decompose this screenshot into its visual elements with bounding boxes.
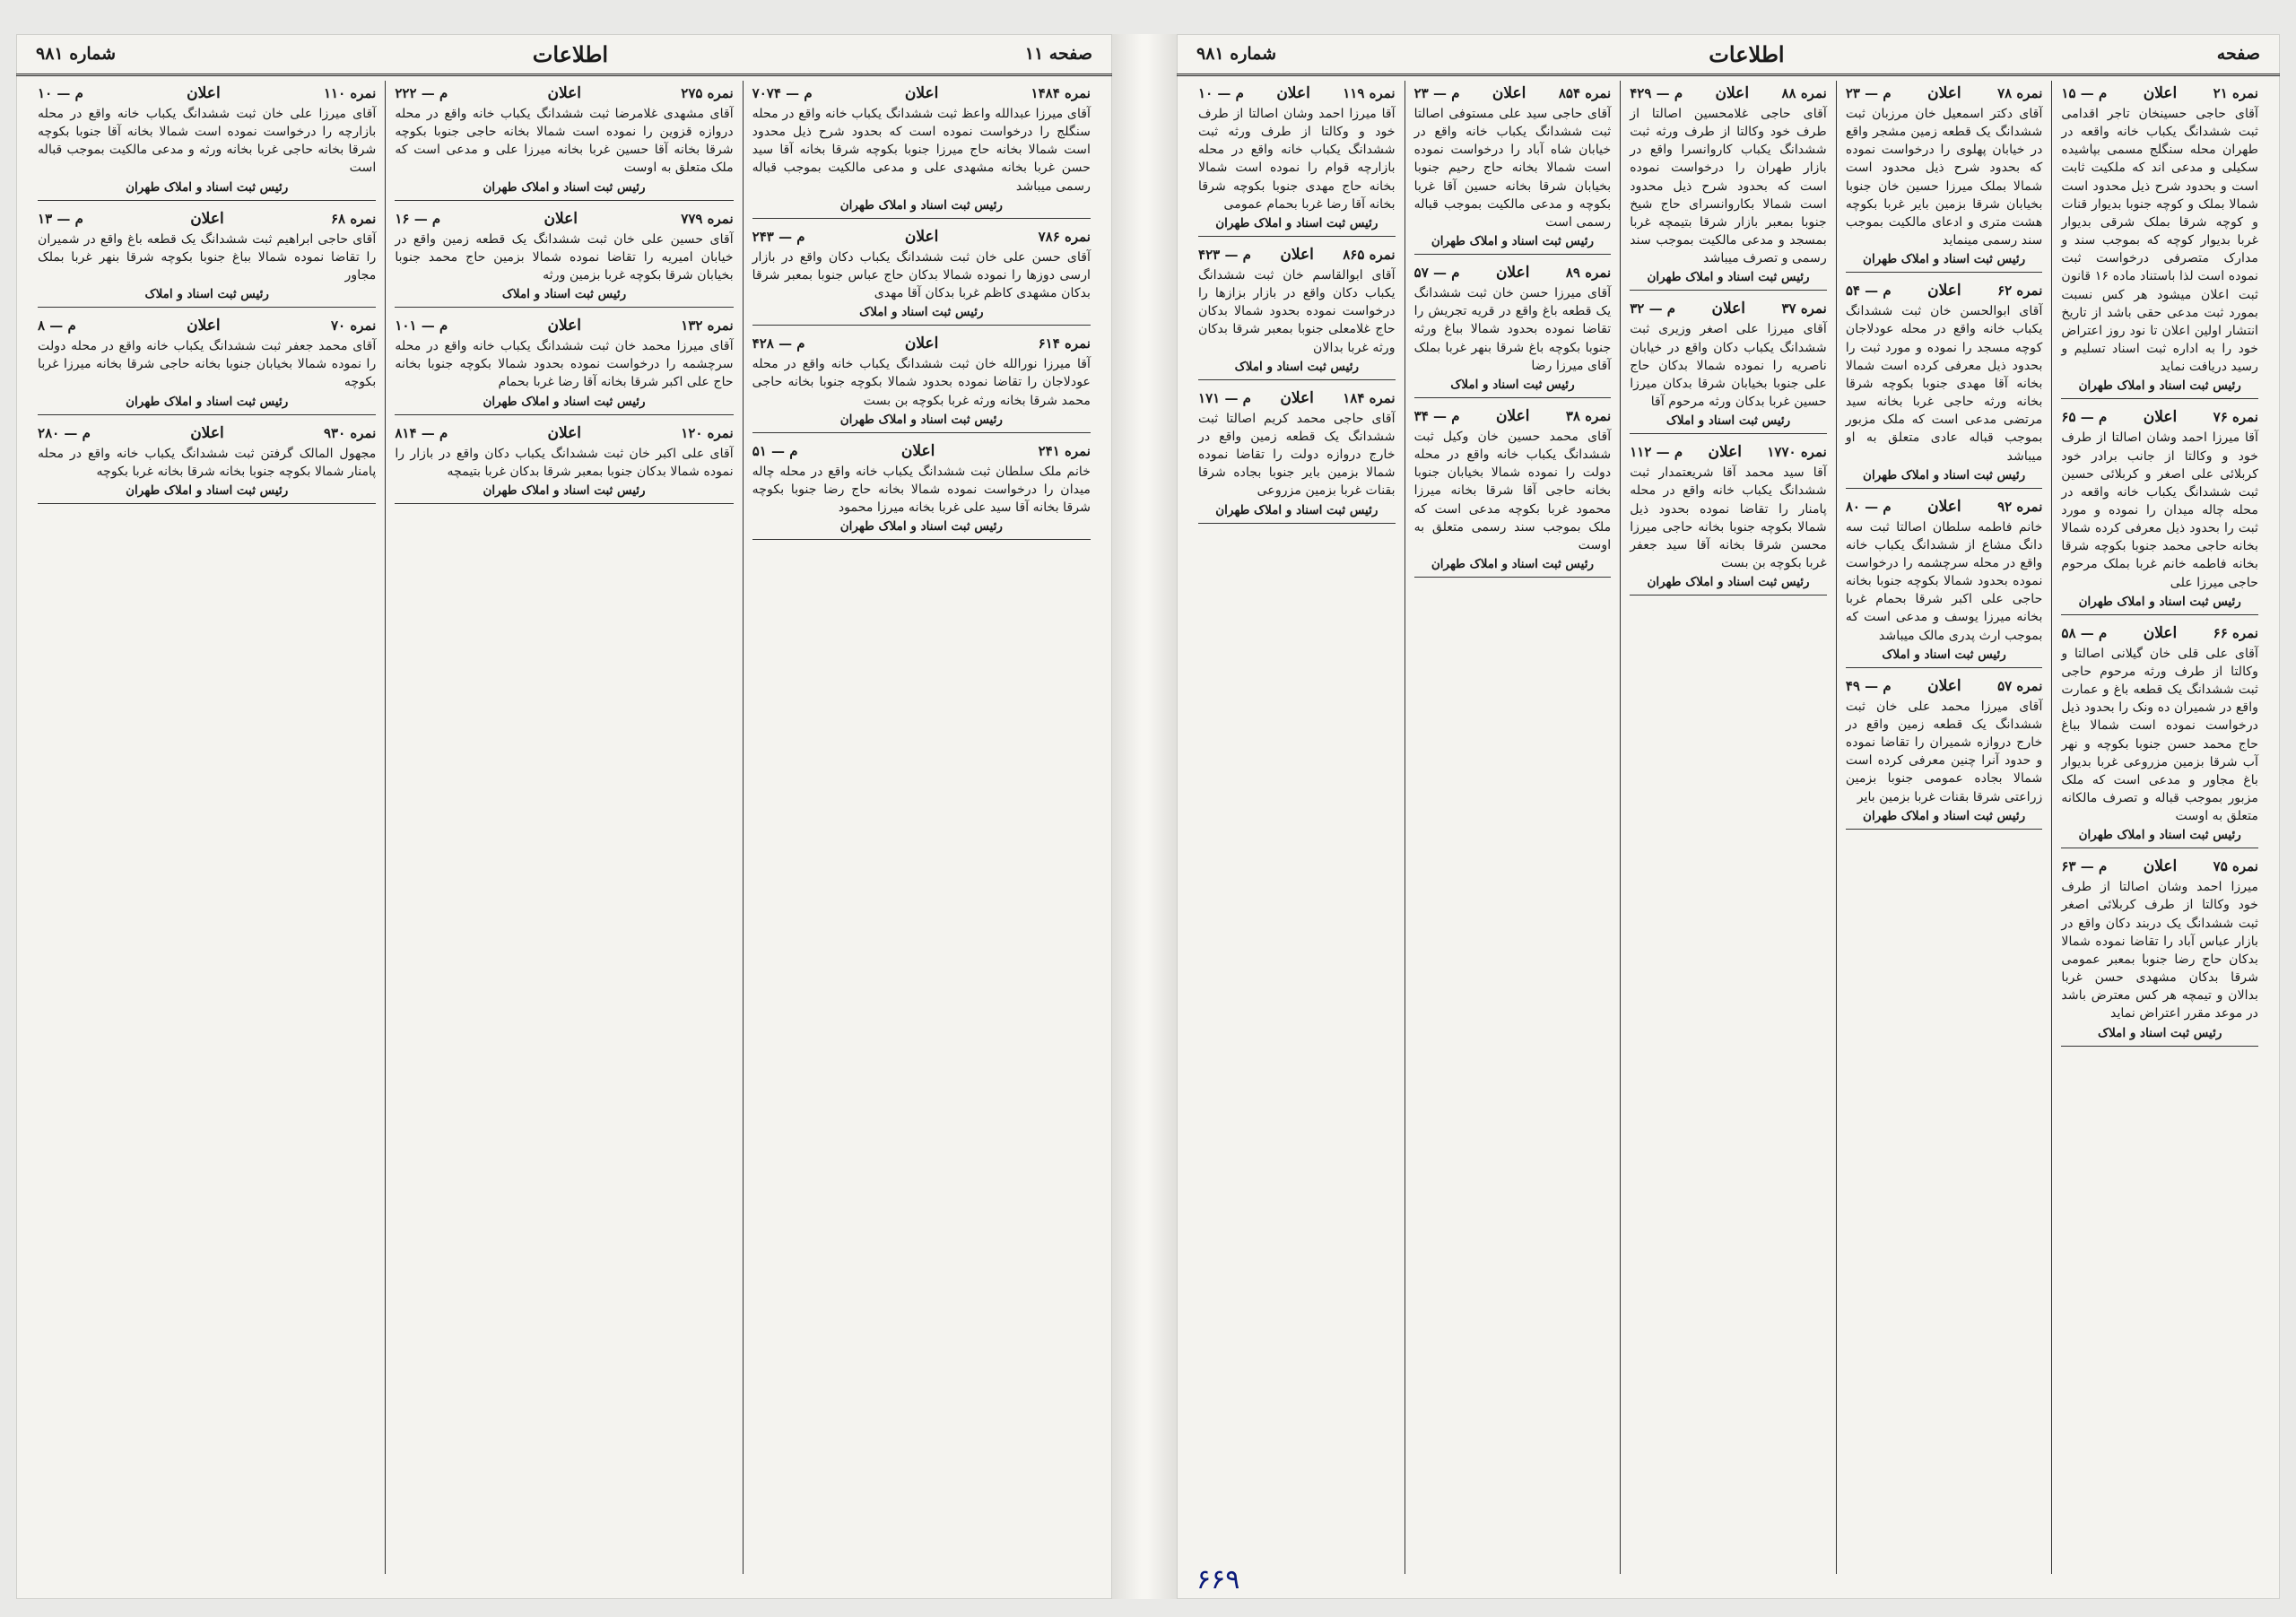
notice-body: آقای مشهدی غلامرضا ثبت ششدانگ یکباب خانه واقع در محله دروازه قزوین را نموده است شمالا بخانه حاجی جنوبا بکوچه شرقا بخانه آقا حسین غربا بخانه میرزا علی و مدعی است که ملک متعلق به اوست [395,107,734,176]
notice-title: اعلان [904,227,939,246]
notice-code: م — ۵۴ [1845,283,1892,300]
notice-title: اعلان [1495,264,1530,283]
legal-notice [395,210,733,308]
notice-title: اعلان [190,209,224,228]
notice-code: م — ۱۳ [38,210,83,227]
notice-signature: رئیس ثبت اسناد و املاک طهران [1863,467,2026,482]
notice-title: اعلان [2143,408,2178,427]
column [1620,81,1836,1574]
notice-body: آقای محمد جعفر ثبت ششدانگ یکباب خانه واقع در محله دولت را نموده شمالا بخیابان جنوبا بخانه حاجی شرقا بخانه میرزا غربا بکوچه [38,339,377,390]
notice-number: نمره ۲۴۱ [1038,442,1091,459]
notice-signature: رئیس ثبت اسناد و املاک طهران [2078,378,2241,394]
notice-number: نمره ۳۸ [1565,407,1612,424]
notice-title: اعلان [1927,282,1961,300]
legal-notice [395,424,733,504]
notice-header [2061,624,2258,642]
column [1405,81,1621,1574]
handwritten-folio: ۶۶۹ [1196,1564,1240,1595]
notice-signature: رئیس ثبت اسناد و املاک طهران [1215,215,1378,230]
notice-title: اعلان [1280,245,1314,264]
notice-code: م — ۱۷۱ [1198,389,1251,406]
notice-header [395,317,733,335]
notice-number: نمره ۷۸۶ [1038,228,1091,245]
notice-header [38,210,376,228]
notice-number: نمره ۲۱ [2213,85,2258,101]
notice-header [752,228,1091,246]
notice-number: نمره ۱۸۴ [1343,389,1396,406]
notice-signature: رئیس ثبت اسناد و املاک طهران [1863,808,2026,823]
newspaper-page-left [16,34,1112,1599]
notice-body: آقا میرزا نورالله خان ثبت ششدانگ یکباب خانه واقع در محله عودلاجان را تقاضا نموده بحدود شمالا بکوچه جنوبا بخانه حاجی محمد شرقا بخانه ورثه غربا بکوچه بن بست [752,357,1091,408]
legal-notice [1414,264,1612,398]
notice-title: اعلان [1276,84,1310,102]
legal-notice [1846,84,2043,273]
masthead-left [16,34,1112,76]
notice-header [752,84,1091,102]
legal-notice [1630,300,1827,434]
column [2051,81,2267,1574]
page-label: صفحه ۱۱ [1024,44,1092,64]
notice-header [2061,857,2258,875]
legal-notice [38,84,376,201]
notice-body: میرزا احمد وشان اصالتا از طرف خود وکالتا از طرف کربلائی اصغر ثبت ششدانگ یک دربند دکان واقع در بازار عباس آباد را تقاضا نموده شمالا بدکان حاج رضا جنوبا بمعبر عمومی شرقا بدکان مشهدی حسن غربا بدالان و تیمچه هر کس معترض باشد در موعد مقرر اعتراض نماید [2061,880,2258,1021]
notice-header [38,317,376,335]
notice-code: م — ۸۰ [1845,498,1892,515]
legal-notice [752,84,1091,219]
notice-code: م — ۴۲۳ [1198,246,1251,263]
notice-code: م — ۳۴ [1413,407,1460,424]
notice-title: اعلان [187,317,221,335]
notice-code: م — ۳۲ [1630,300,1676,317]
notice-body: آقای حاجی غلامحسین اصالتا از طرف خود وکالتا از طرف ورثه ثبت ششدانگ یکباب کاروانسرا واقع در بازار طهران را درخواست نموده است که بحدود شرح ذیل محدود است شمالا بکاروانسرای حاج شیخ جنوبا بمعبر بازار شرقا بتیمچه غربا بمسجد و مدعی مالکیت بموجب سند رسمی و تصرف میباشد [1630,107,1827,266]
notice-signature: رئیس ثبت اسناد و املاک طهران [839,412,1003,427]
notice-header [2061,84,2258,102]
notice-number: نمره ۶۸ [331,210,377,227]
notice-header [2061,408,2258,426]
notice-header [1630,300,1827,317]
legal-notice [1414,84,1612,255]
notice-header [1846,498,2043,516]
notice-number: نمره ۸۹ [1565,265,1612,282]
notice-number: نمره ۶۱۴ [1038,335,1091,352]
paper-name: اطلاعات [1709,40,1785,67]
legal-notice [752,335,1091,432]
notice-body: آقای علی اکبر خان ثبت ششدانگ یکباب دکان واقع در بازار را نموده شمالا بدکان جنوبا بمعبر شرقا بدکان غربا بتیمچه [395,446,734,479]
columns-left [29,81,1100,1574]
notice-signature: رئیس ثبت اسناد و املاک طهران [1647,270,1810,285]
notice-code: م — ۵۸ [2061,624,2108,641]
notice-body: آقای حاجی سید علی مستوفی اصالتا ثبت ششدانگ یکباب خانه واقع در خیابان شاه آباد را درخواست نموده است شمالا بخانه حاج رحیم جنوبا بخیابان شرقا بخانه حسین آقا غربا بکوچه و مدعی مالکیت بموجب قباله رسمی است [1413,107,1612,230]
notice-body: آقا میرزا احمد وشان اصالتا از طرف خود و وکالتا از جانب برادر خود کربلائی علی اصغر و کربلائی حسین ثبت ششدانگ یکباب خانه واقعه در محله چاله میدان را نموده و مورد ثبت را بحدود ذیل معرفی کرده شمالا بخانه حاجی محمد جنوبا بکوچه شرقا بخانه فاطمه خانم غربا بملک مرحوم حاجی میرزا علی [2061,430,2258,590]
notice-body: آقای ابوالحسن خان ثبت ششدانگ یکباب خانه واقع در محله عودلاجان کوچه مسجد را نموده و مورد ثبت را بحدود ذیل معرفی کرده است شمالا بخانه آقا مهدی جنوبا بکوچه شرقا بخانه ورثه حاجی غربا بخانه سید مرتضی مدعی است که ملک مزبور بموجب قباله عادی متعلق به او میباشد [1845,304,2043,464]
notice-title: اعلان [2143,623,2178,642]
notice-body: آقای میرزا حسن خان ثبت ششدانگ یک قطعه باغ واقع در قریه تجریش را تقاضا نموده بحدود شمالا بباغ ورثه جنوبا بکوچه باغ شرقا بنهر غربا بملک آقای میرزا رضا [1413,286,1612,373]
legal-notice [1630,84,1827,291]
notice-number: نمره ۱۴۸۴ [1031,85,1091,101]
notice-code: م — ۶۳ [2061,858,2108,875]
notice-body: آقا سید محمد آقا شریعتمدار ثبت ششدانگ یکباب خانه واقع در محله پامنار را تقاضا نموده بحدود ذیل شمالا بکوچه جنوبا بخانه حاجی میرزا محسن شرقا بخانه آقا سید جعفر غربا بکوچه بن بست [1630,465,1827,570]
notice-title: اعلان [2143,857,2178,876]
notice-body: آقای حسین علی خان ثبت ششدانگ یک قطعه زمین واقع در خیابان امیریه را تقاضا نموده شمالا بزمین حاج محمد جنوبا بخیابان شرقا بکوچه غربا بزمین ورثه [395,231,734,283]
notice-signature: رئیس ثبت اسناد و املاک [1234,359,1359,374]
notice-code: م — ۸۱۴ [395,424,448,441]
notice-signature: رئیس ثبت اسناد و املاک [1665,413,1791,429]
notice-signature: رئیس ثبت اسناد و املاک طهران [2078,594,2241,609]
notice-title: اعلان [1927,497,1961,516]
notice-body: آقای میرزا علی اصغر وزیری ثبت ششدانگ یکباب دکان واقع در خیابان ناصریه را نموده شمالا بدکان حاج علی جنوبا بخیابان شرقا بدکان میرزا حسین غربا بدکان ورثه مرحوم آقا [1630,322,1827,410]
legal-notice [38,424,376,504]
notice-header [752,335,1091,352]
column [743,81,1100,1574]
notice-header [1198,246,1396,264]
notice-signature: رئیس ثبت اسناد و املاک طهران [1863,252,2026,267]
notice-title: اعلان [1280,388,1314,407]
notice-title: اعلان [1927,676,1961,695]
notice-code: م — ۱۰ [38,85,83,101]
notice-code: م — ۲۳ [1845,85,1892,101]
notice-number: نمره ۱۱۰ [323,85,377,101]
notice-body: آقای میرزا عبدالله واعظ ثبت ششدانگ یکباب خانه واقع در محله سنگلج را درخواست نموده است که بحدود شرح ذیل محدود است شمالا بخانه حاج میرزا جنوبا بکوچه شرقا بخانه آقا سید حسن غربا بخانه مشهدی علی و مدعی مالکیت بموجب قباله رسمی میباشد [752,107,1091,194]
notice-signature: رئیس ثبت اسناد و املاک [2098,1025,2222,1040]
notice-header [38,424,376,442]
notice-code: م — ۲۳ [1413,85,1460,101]
notice-number: نمره ۷۶ [2213,409,2258,426]
notice-number: نمره ۸۵۴ [1558,85,1612,101]
masthead-right [1177,34,2280,76]
notice-signature: رئیس ثبت اسناد و املاک طهران [483,179,646,195]
notice-number: نمره ۷۸ [1997,85,2043,101]
notice-body: آقای حسن علی خان ثبت ششدانگ یکباب دکان واقع در بازار ارسی دوزها را نموده شمالا بدکان حاج عباس جنوبا بمعبر شرقا بدکان مشهدی کاظم غربا بدکان آقا مهدی [752,249,1091,301]
notice-header [395,210,733,228]
notice-title: اعلان [547,317,582,335]
notice-code: م — ۱۵ [2061,85,2108,101]
notice-code: م — ۵۱ [752,442,798,459]
column [1836,81,2052,1574]
notice-signature: رئیس ثبت اسناد و املاک طهران [839,197,1003,213]
notice-title: اعلان [547,423,582,442]
notice-signature: رئیس ثبت اسناد و املاک [1450,377,1575,392]
legal-notice [1198,246,1396,380]
column [29,81,385,1574]
issue-number: شماره ۹۸۱ [1196,44,1277,64]
notice-code: م — ۴۲۸ [752,335,805,352]
notice-header [1846,84,2043,102]
notice-number: نمره ۶۶ [2213,624,2258,641]
notice-signature: رئیس ثبت اسناد و املاک [859,305,984,320]
notice-header [1630,443,1827,461]
notice-number: نمره ۵۷ [1997,677,2043,694]
notice-code: م — ۲۴۳ [752,228,805,245]
legal-notice [38,317,376,414]
notice-code: م — ۱۰۱ [395,317,448,335]
notice-code: م — ۵۷ [1413,265,1460,282]
notice-signature: رئیس ثبت اسناد و املاک طهران [1215,502,1378,517]
notice-signature: رئیس ثبت اسناد و املاک طهران [483,394,646,409]
notice-signature: رئیس ثبت اسناد و املاک طهران [126,179,289,195]
notice-title: اعلان [544,209,578,228]
page-gutter [1112,34,1177,1599]
columns-right [1189,81,2267,1574]
legal-notice [2061,624,2258,849]
notice-title: اعلان [1708,443,1742,462]
notice-signature: رئیس ثبت اسناد و املاک طهران [1647,575,1810,590]
issue-number: شماره ۹۸۱ [36,44,117,64]
notice-header [38,84,376,102]
notice-number: نمره ۹۲ [1997,498,2043,515]
notice-signature: رئیس ثبت اسناد و املاک طهران [126,482,289,498]
legal-notice [38,210,376,308]
notice-number: نمره ۱۷۷۰ [1767,444,1827,461]
notice-title: اعلان [1715,84,1750,102]
notice-title: اعلان [904,335,939,353]
notice-body: آقا میرزا احمد وشان اصالتا از طرف خود و وکالتا از طرف ورثه ثبت ششدانگ یکباب خانه واقع در محله بازارچه قوام را نموده است شمالا بخانه حاج مهدی جنوبا بکوچه شرقا بخانه آقا رضا غربا بحمام عمومی [1198,107,1396,212]
notice-title: اعلان [1492,84,1526,102]
paper-name: اطلاعات [532,40,609,67]
legal-notice [2061,408,2258,614]
notice-signature: رئیس ثبت اسناد و املاک طهران [839,519,1003,535]
notice-number: نمره ۱۲۰ [681,424,734,441]
notice-title: اعلان [1927,84,1961,102]
legal-notice [1846,498,2043,668]
notice-body: آقای میرزا محمد خان ثبت ششدانگ یکباب خانه واقع در محله سرچشمه را درخواست نموده بحدود شمالا بکوچه جنوبا بخانه حاج علی اکبر شرقا بخانه آقا رضا غربا بحمام [395,339,734,390]
legal-notice [752,228,1091,326]
legal-notice [1198,389,1396,524]
legal-notice [2061,857,2258,1046]
notice-code: م — ۱۰ [1198,85,1244,101]
legal-notice [1846,282,2043,488]
notice-signature: رئیس ثبت اسناد و املاک [1882,647,2006,662]
notice-signature: رئیس ثبت اسناد و املاک طهران [1431,234,1594,249]
notice-title: اعلان [547,84,582,102]
legal-notice [2061,84,2258,399]
notice-title: اعلان [190,423,224,442]
notice-header [1630,84,1827,102]
notice-code: م — ۲۲۲ [395,85,448,101]
notice-signature: رئیس ثبت اسناد و املاک [501,287,627,302]
legal-notice [752,442,1091,540]
notice-body: آقای ابوالقاسم خان ثبت ششدانگ یکباب دکان واقع در بازار بزازها را درخواست نموده بحدود شمالا بدکان حاج غلامعلی جنوبا بمعبر شرقا بدکان ورثه غربا بدالان [1198,267,1396,355]
notice-title: اعلان [904,84,939,102]
column [1189,81,1405,1574]
notice-code: م — ۸ [38,317,76,335]
notice-body: آقای میرزا علی خان ثبت ششدانگ یکباب خانه واقع در محله بازارچه را درخواست نموده است شمالا بخانه آقا جنوبا بکوچه شرقا بخانه حاجی غربا بخانه ورثه و مدعی مالکیت بموجب قباله است [38,107,377,176]
notice-body: آقای حاجی ابراهیم ثبت ششدانگ یک قطعه باغ واقع در شمیران را تقاضا نموده شمالا بباغ جنوبا بکوچه شرقا بنهر غربا بملک مجاور [38,231,377,283]
newspaper-page-right [1177,34,2280,1599]
notice-number: نمره ۸۶۵ [1343,246,1396,263]
notice-number: نمره ۱۳۲ [681,317,734,335]
notice-title: اعلان [1711,300,1746,318]
notice-signature: رئیس ثبت اسناد و املاک طهران [1431,556,1594,571]
notice-number: نمره ۱۱۹ [1343,85,1396,101]
legal-notice [1846,677,2043,830]
notice-body: خانم ملک سلطان ثبت ششدانگ یکباب خانه واقع در محله چاله میدان را درخواست نموده شمالا بخانه حاج رضا جنوبا بکوچه شرقا بخانه آقا سید علی غربا بخانه میرزا محمود [752,464,1091,516]
notice-header [395,84,733,102]
notice-header [752,442,1091,460]
notice-code: م — ۴۹ [1845,677,1892,694]
legal-notice [1630,443,1827,596]
legal-notice [395,317,733,414]
notice-number: نمره ۶۲ [1997,283,2043,300]
notice-signature: رئیس ثبت اسناد و املاک طهران [126,394,289,409]
legal-notice [1198,84,1396,237]
notice-body: آقای حاجی محمد کریم اصالتا ثبت ششدانگ یک قطعه زمین واقع در خارج دروازه دولت را تقاضا نموده شمالا بزمین بایر جنوبا بجاده شرقا بقنات غربا بزمین مزروعی [1198,411,1396,499]
column [385,81,742,1574]
notice-header [1846,282,2043,300]
legal-notice [395,84,733,201]
notice-title: اعلان [1495,406,1530,425]
notice-title: اعلان [187,84,221,102]
notice-body: مجهول المالک گرفتن ثبت ششدانگ یکباب خانه واقع در محله پامنار شمالا بکوچه جنوبا بخانه شرقا بخانه غربا بکوچه [38,446,377,479]
notice-signature: رئیس ثبت اسناد و املاک طهران [483,482,646,498]
notice-code: م — ۶۵ [2061,409,2108,426]
page-label: صفحه [2216,44,2260,64]
notice-signature: رئیس ثبت اسناد و املاک طهران [2078,828,2241,843]
notice-signature: رئیس ثبت اسناد و املاک [144,287,269,302]
notice-header [395,424,733,442]
notice-number: نمره ۸۸ [1781,85,1827,101]
notice-title: اعلان [2143,84,2178,102]
notice-number: نمره ۲۷۵ [681,85,734,101]
notice-header [1414,264,1612,282]
notice-body: آقای علی قلی خان گیلانی اصالتا و وکالتا از طرف ورثه مرحوم حاجی ثبت ششدانگ یک قطعه باغ و عمارت واقع در شمیران ده ونک را بحدود ذیل درخواست نموده است شمالا بباغ حاج محمد حسن جنوبا بکوچه و نهر آب شرقا بزمین مزروعی غربا بدیوار باغ مجاور و مدعی است که ملک مزبور بموجب قباله و تصرف مالکانه متعلق به اوست [2061,646,2258,824]
notice-header [1198,389,1396,407]
notice-number: نمره ۷۷۹ [681,210,734,227]
notice-code: م — ۴۲۹ [1630,85,1683,101]
notice-code: م — ۱۶ [395,210,441,227]
notice-number: نمره ۳۷ [1781,300,1827,317]
notice-header [1198,84,1396,102]
notice-header [1414,407,1612,425]
notice-number: نمره ۷۰ [331,317,377,335]
notice-body: آقای محمد حسین خان وکیل ثبت ششدانگ یکباب خانه واقع در محله دولت را نموده شمالا بخیابان جنوبا بخانه حاجی آقا شرقا بخانه میرزا محمود غربا بکوچه مدعی است که ملک بموجب سند رسمی متعلق به اوست [1413,429,1612,552]
notice-code: م — ۲۸۰ [38,424,91,441]
notice-number: نمره ۹۳۰ [323,424,377,441]
notice-header [1414,84,1612,102]
notice-body: آقای دکتر اسمعیل خان مرزبان ثبت ششدانگ یک قطعه زمین مشجر واقع در خیابان پهلوی را درخواست نموده که بحدود شرح ذیل محدود است شمالا بملک میرزا حسین خان جنوبا بخیابان شرقا بزمین بایر غربا بکوچه هشت متری و ادعای مالکیت بموجب سند رسمی مینماید [1845,107,2043,248]
notice-code: م — ۷۰۷۴ [752,85,813,101]
notice-body: خانم فاطمه سلطان اصالتا ثبت سه دانگ مشاع از ششدانگ یکباب خانه واقع در محله سرچشمه را درخواست نموده بحدود شمالا بکوچه جنوبا بخانه حاجی علی اکبر شرقا بحمام غربا بخانه میرزا یوسف و مدعی است که بموجب ارث پدری مالک میباشد [1845,519,2043,643]
legal-notice [1414,407,1612,578]
notice-title: اعلان [900,441,935,460]
notice-code: م — ۱۱۲ [1630,444,1683,461]
notice-number: نمره ۷۵ [2213,858,2258,875]
notice-body: آقای میرزا محمد علی خان ثبت ششدانگ یک قطعه زمین واقع در خارج دروازه شمیران را تقاضا نموده و حدود آنرا چنین معرفی کرده است شمالا بجاده عمومی جنوبا بزمین زراعتی شرقا بقنات غربا بزمین بایر [1845,699,2043,804]
notice-header [1846,677,2043,695]
notice-body: آقای حاجی حسینخان تاجر اقدامی ثبت ششدانگ یکباب خانه واقعه در طهران محله سنگلج مسمی بپاشیده سکیلی و مدعی اند که ملکیت ثابت است و بحدود شرح ذیل محدود است شمالا بملک و کوچه جنوبا بدیوار قنات و کوچه شرقا بملک شرقی بدیوار غربا بدیوار کوچه که بموجب سند و مدارک متصرفی درخواست ثبت نموده است لذا باستناد ماده ۱۶ قانون ثبت اعلان میشود هر کس نسبت بمورد ثبت مدعی حقی باشد از تاریخ انتشار اولین اعلان تا نود روز اعتراض خود را به اداره ثبت اسناد تسلیم و رسید دریافت نماید [2061,107,2258,375]
